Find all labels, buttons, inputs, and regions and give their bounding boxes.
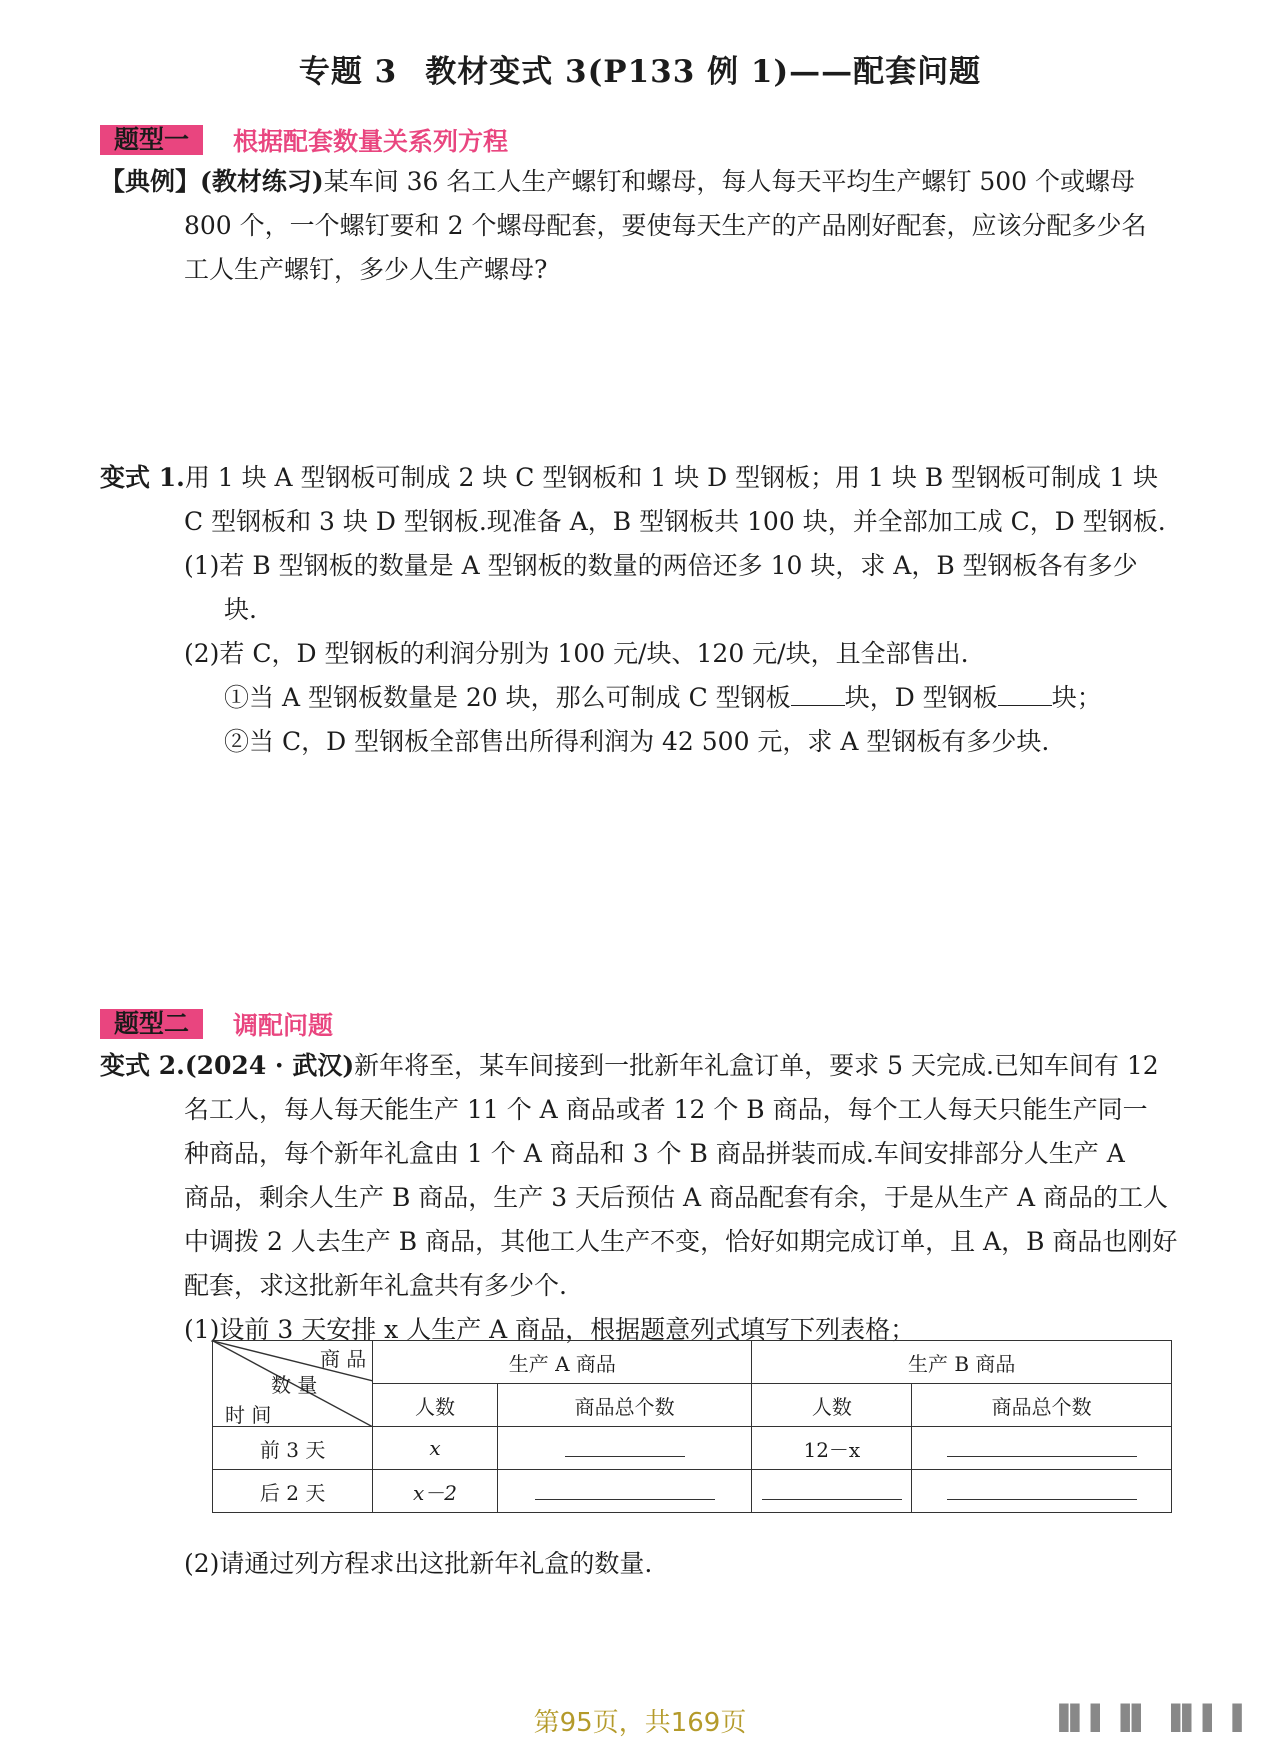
section-two-badge: 题型二 [100,1009,203,1039]
variant-two-line-5: 中调拨 2 人去生产 B 商品，其他工人生产不变，恰好如期完成订单，且 A，B 商品也刚好 [184,1227,1178,1256]
q2-1-text-c: 块； [1051,683,1102,712]
row-1-b-people: 12－x [752,1427,912,1470]
variant-two-problem [100,1044,1210,1352]
variant-one-line-1: 用 1 块 A 型钢板可制成 2 块 C 型钢板和 1 块 D 型钢板；用 1 块 B 型钢板可制成 1 块 [184,463,1158,492]
answer-blank-d[interactable] [998,679,1052,706]
variant-two-line-4: 商品，剩余人生产 B 商品，生产 3 天后预估 A 商品配套有余，于是从生产 A 商品的工人 [184,1183,1168,1212]
example-line-1: 某车间 36 名工人生产螺钉和螺母，每人每天平均生产螺钉 500 个或螺母 [323,167,1136,196]
row-1-a-total-blank[interactable] [565,1434,685,1457]
corner-time-label: 时 间 [225,1403,272,1427]
variant-one-line-2: C 型钢板和 3 块 D 型钢板.现准备 A，B 型钢板共 100 块，并全部加工成 C，D 型钢板. [184,507,1166,536]
section-two-header [100,1008,333,1040]
q2-1-text-b: 块，D 型钢板 [844,683,998,712]
variant-one-q2-sub-2: ②当 C，D 型钢板全部售出所得利润为 42 500 元，求 A 型钢板有多少块. [224,727,1050,756]
page-counter: 第95页，共169页 [533,1708,747,1738]
variant-one-q1-line-2: 块. [224,595,257,624]
row-1-a-people: x [373,1427,497,1470]
variant-two-line-1: 新年将至，某车间接到一批新年礼盒订单，要求 5 天完成.已知车间有 12 [354,1051,1159,1080]
section-one-badge: 题型一 [100,125,203,155]
variant-two-label: 变式 2. [100,1051,185,1080]
subheader-b-people: 人数 [752,1384,912,1427]
example-label: 【典例】 [100,167,201,196]
row-2-b-people-blank[interactable] [762,1477,902,1500]
title-topic: 专题 3 [298,54,398,90]
row-1-a-total-cell[interactable] [497,1427,752,1470]
table-corner-cell [213,1341,373,1427]
variant-two-line-6: 配套，求这批新年礼盒共有多少个. [184,1271,567,1300]
subheader-a-total: 商品总个数 [497,1384,752,1427]
row-2-b-total-blank[interactable] [947,1477,1137,1500]
section-one-header [100,124,508,156]
corner-goods-label: 商 品 [319,1347,367,1371]
row-2-b-people-cell[interactable] [752,1470,912,1513]
row-1-b-total-blank[interactable] [947,1434,1137,1457]
row-2-a-total-cell[interactable] [497,1470,752,1513]
header-produce-a: 生产 A 商品 [373,1341,752,1384]
section-two-title: 调配问题 [233,1011,334,1040]
example-line-3: 工人生产螺钉，多少人生产螺母? [184,255,548,284]
production-table [212,1340,1172,1513]
variant-two-q1: (1)设前 3 天安排 x 人生产 A 商品，根据题意列式填写下列表格； [184,1315,916,1344]
variant-two-source: (2024 · 武汉) [184,1051,355,1080]
row-2-label: 后 2 天 [213,1470,373,1513]
variant-two-line-3: 种商品，每个新年礼盒由 1 个 A 商品和 3 个 B 商品拼装而成.车间安排部分人生产 A [184,1139,1125,1168]
header-produce-b: 生产 B 商品 [752,1341,1172,1384]
subheader-a-people: 人数 [373,1384,497,1427]
variant-one-q1-line-1: (1)若 B 型钢板的数量是 A 型钢板的数量的两倍还多 10 块，求 A，B 型钢板各有多少 [184,551,1138,580]
table-row-first-3-days [213,1427,1172,1470]
example-problem [100,160,1200,292]
page-title [0,46,1280,91]
answer-blank-c[interactable] [791,679,845,706]
example-line-2: 800 个，一个螺钉要和 2 个螺母配套，要使每天生产的产品刚好配套，应该分配多少名 [184,211,1147,240]
variant-two-q2: (2)请通过列方程求出这批新年礼盒的数量. [184,1549,653,1578]
table-row-last-2-days [213,1470,1172,1513]
variant-two-line-2: 名工人，每人每天能生产 11 个 A 商品或者 12 个 B 商品，每个工人每天只能生产同一 [184,1095,1148,1124]
section-one-title: 根据配套数量关系列方程 [233,127,509,156]
q2-1-text-a: ①当 A 型钢板数量是 20 块，那么可制成 C 型钢板 [224,683,791,712]
row-1-label: 前 3 天 [213,1427,373,1470]
row-2-a-total-blank[interactable] [535,1477,715,1500]
row-1-b-total-cell[interactable] [912,1427,1172,1470]
example-source: (教材练习) [200,167,324,196]
scan-marks-decoration: ▐▌▌▐▌ ▐▌▌▐ [1050,1704,1244,1732]
variant-one-label: 变式 1. [100,463,185,492]
corner-quantity-label: 数 量 [271,1373,318,1397]
subheader-b-total: 商品总个数 [912,1384,1172,1427]
variant-one-problem [100,456,1210,764]
title-subject: 教材变式 3(P133 例 1)——配套问题 [425,54,982,90]
row-2-a-people: x－2 [373,1470,497,1513]
row-2-b-total-cell[interactable] [912,1470,1172,1513]
variant-one-q2-sub-1 [100,676,1210,720]
variant-one-q2: (2)若 C，D 型钢板的利润分别为 100 元/块、120 元/块，且全部售出. [184,639,969,668]
